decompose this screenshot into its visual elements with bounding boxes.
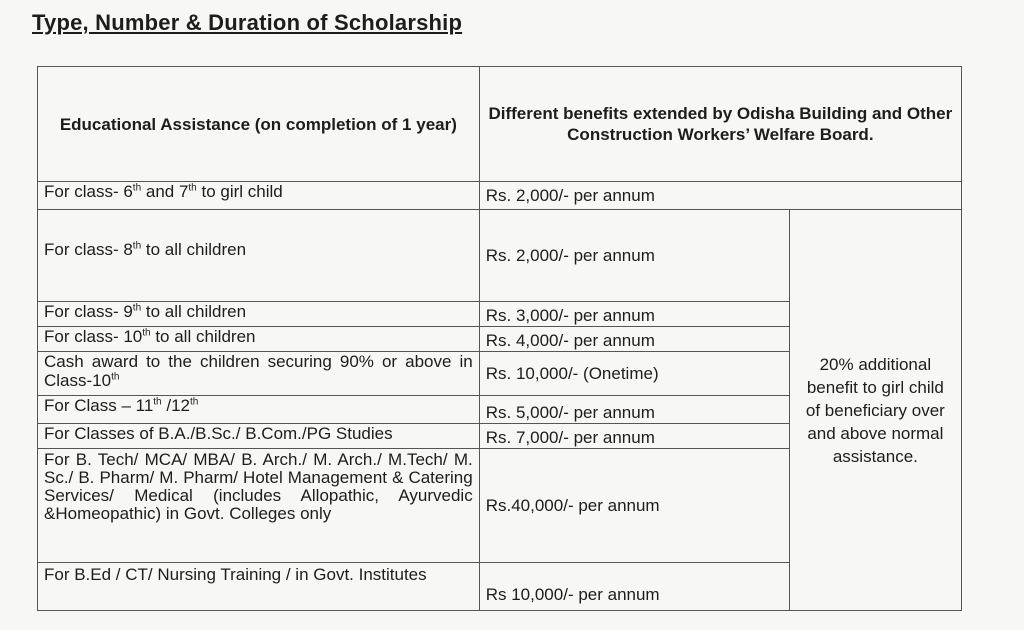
- row-label: For Class – 11th /12th: [38, 396, 480, 424]
- row-label: For class- 6th and 7th to girl child: [38, 182, 480, 210]
- row-benefit: Rs 10,000/- per annum: [479, 563, 789, 611]
- row-label: For Classes of B.A./B.Sc./ B.Com./PG Studies: [38, 424, 480, 449]
- row-label: For B.Ed / CT/ Nursing Training / in Govt. Institutes: [38, 563, 480, 611]
- row-benefit: Rs.40,000/- per annum: [479, 449, 789, 563]
- table-row: [38, 210, 962, 302]
- row-label: For B. Tech/ MCA/ MBA/ B. Arch./ M. Arch./ M.Tech/ M. Sc./ B. Pharm/ M. Pharm/ Hotel Management & Catering Services/ Medical (includes Allopathic, Ayurvedic &Homeopathic) in Govt. Colleges only: [38, 449, 480, 563]
- row-label: Cash award to the children securing 90% or above in Class-10th: [38, 352, 480, 396]
- row-benefit: Rs. 2,000/- per annum: [479, 210, 789, 302]
- row-benefit: Rs. 3,000/- per annum: [479, 302, 789, 327]
- row-label: For class- 10th to all children: [38, 327, 480, 352]
- table-row: [38, 182, 962, 210]
- row-label: For class- 9th to all children: [38, 302, 480, 327]
- scholarship-table: [37, 66, 962, 611]
- row-benefit: Rs. 5,000/- per annum: [479, 396, 789, 424]
- row-benefit: Rs. 4,000/- per annum: [479, 327, 789, 352]
- row-benefit: Rs. 2,000/- per annum: [479, 182, 961, 210]
- header-benefits: Different benefits extended by Odisha Building and Other Construction Workers’ Welfare Board.: [479, 67, 961, 182]
- row-benefit: Rs. 10,000/- (Onetime): [479, 352, 789, 396]
- table-header-row: [38, 67, 962, 182]
- girl-child-benefit: 20% additional benefit to girl child of beneficiary over and above normal assistance.: [789, 210, 961, 611]
- header-educational-assistance: Educational Assistance (on completion of 1 year): [38, 67, 480, 182]
- row-label: For class- 8th to all children: [38, 210, 480, 302]
- row-benefit: Rs. 7,000/- per annum: [479, 424, 789, 449]
- page-title: Type, Number & Duration of Scholarship: [32, 10, 463, 35]
